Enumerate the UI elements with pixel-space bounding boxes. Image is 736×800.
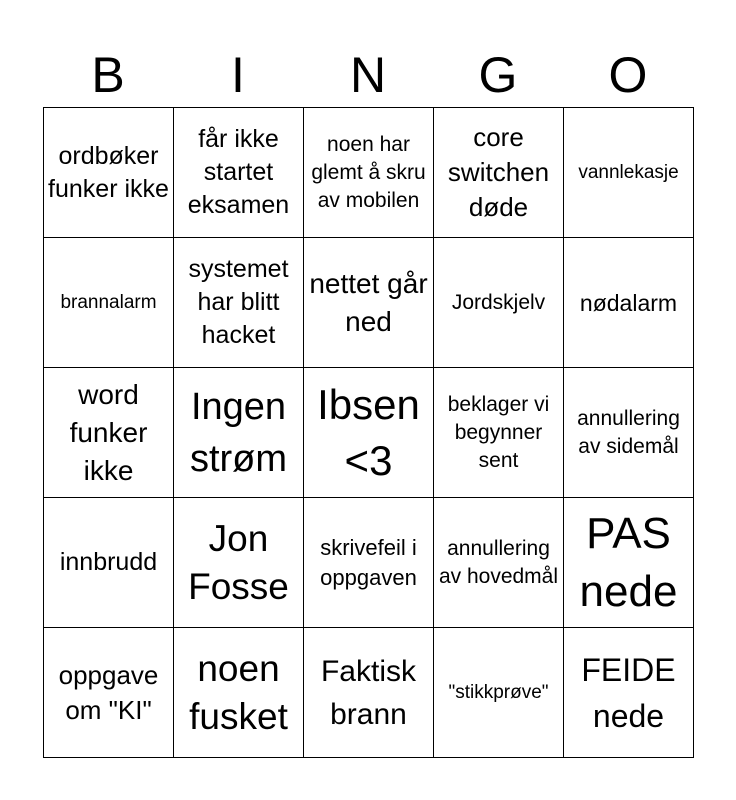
cell-text: Jon Fosse bbox=[188, 517, 289, 607]
header-letter-i: I bbox=[231, 47, 245, 103]
bingo-cell[interactable] bbox=[44, 628, 174, 758]
bingo-cell[interactable] bbox=[434, 498, 564, 628]
bingo-board bbox=[43, 107, 694, 758]
cell-text: vannlekasje bbox=[578, 161, 679, 183]
cell-text: oppgave om "KI" bbox=[58, 659, 159, 725]
cell-text: Faktisk brann bbox=[320, 654, 416, 731]
bingo-cell[interactable] bbox=[44, 238, 174, 368]
bingo-cell[interactable] bbox=[564, 498, 694, 628]
bingo-cell[interactable] bbox=[174, 628, 304, 758]
bingo-cell[interactable] bbox=[44, 498, 174, 628]
bingo-header bbox=[43, 44, 693, 106]
cell-text: annullering av sidemål bbox=[577, 406, 680, 458]
header-letter-n: N bbox=[349, 47, 387, 103]
cell-text: beklager vi begynner sent bbox=[447, 392, 550, 472]
cell-text: får ikke startet eksamen bbox=[187, 125, 290, 219]
cell-text: skrivefeil i oppgaven bbox=[320, 534, 417, 590]
bingo-cell[interactable] bbox=[434, 628, 564, 758]
cell-text: brannalarm bbox=[60, 291, 157, 313]
bingo-cell[interactable] bbox=[304, 238, 434, 368]
cell-text: nødalarm bbox=[579, 289, 678, 316]
bingo-cell[interactable] bbox=[564, 368, 694, 498]
bingo-cell[interactable] bbox=[304, 628, 434, 758]
cell-text: noen har glemt å skru av mobilen bbox=[311, 132, 426, 212]
bingo-cell[interactable] bbox=[304, 498, 434, 628]
cell-text: Ingen strøm bbox=[189, 385, 288, 480]
cell-text: PAS nede bbox=[579, 508, 678, 616]
cell-text: word funker ikke bbox=[69, 378, 148, 486]
header-letter-o: O bbox=[608, 47, 648, 103]
bingo-cell[interactable] bbox=[564, 628, 694, 758]
bingo-cell[interactable] bbox=[44, 368, 174, 498]
bingo-cell[interactable] bbox=[174, 108, 304, 238]
bingo-cell[interactable] bbox=[434, 368, 564, 498]
bingo-cell[interactable] bbox=[304, 368, 434, 498]
bingo-cell[interactable] bbox=[564, 108, 694, 238]
cell-text: "stikkprøve" bbox=[448, 681, 549, 703]
cell-text: Jordskjelv bbox=[451, 290, 546, 314]
cell-text: Ibsen <3 bbox=[317, 380, 420, 484]
bingo-cell[interactable] bbox=[564, 238, 694, 368]
cell-text: core switchen døde bbox=[447, 122, 550, 222]
header-letter-g: G bbox=[478, 47, 518, 103]
bingo-cell[interactable] bbox=[174, 368, 304, 498]
cell-text: innbrudd bbox=[59, 548, 158, 576]
bingo-cell[interactable] bbox=[434, 238, 564, 368]
bingo-cell[interactable] bbox=[174, 238, 304, 368]
cell-text: nettet går ned bbox=[309, 267, 428, 337]
cell-text: FEIDE nede bbox=[581, 651, 676, 734]
bingo-cell[interactable] bbox=[44, 108, 174, 238]
bingo-cell[interactable] bbox=[174, 498, 304, 628]
cell-text: ordbøker funker ikke bbox=[48, 141, 169, 203]
bingo-cell[interactable] bbox=[434, 108, 564, 238]
bingo-cell[interactable] bbox=[304, 108, 434, 238]
cell-text: annullering av hovedmål bbox=[438, 536, 559, 588]
cell-text: noen fusket bbox=[189, 647, 288, 737]
cell-text: systemet har blitt hacket bbox=[188, 255, 289, 349]
header-letter-b: B bbox=[91, 47, 125, 103]
